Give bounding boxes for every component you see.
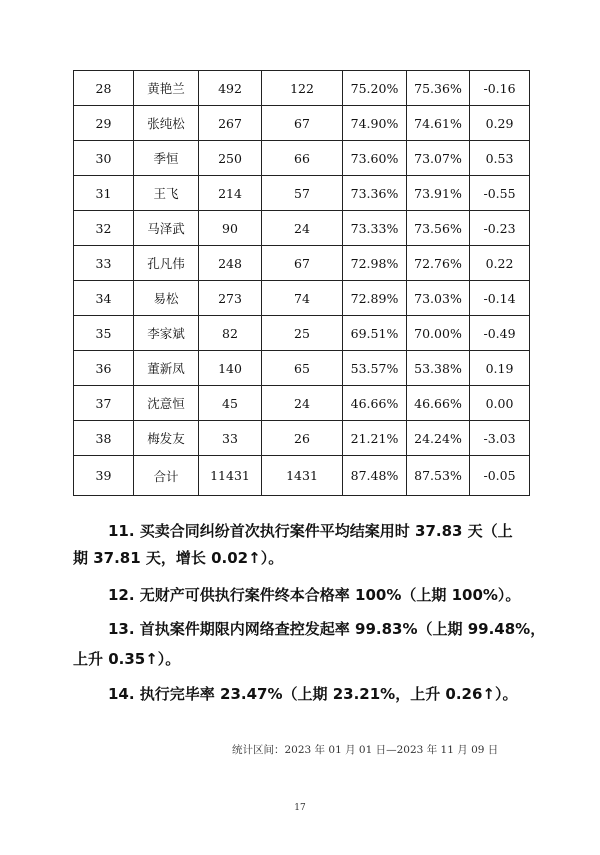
- name-cell: 沈意恒: [134, 386, 199, 421]
- table-row: [74, 456, 530, 496]
- current-rate-cell: 73.33%: [343, 211, 407, 246]
- name-cell: 张纯松: [134, 106, 199, 141]
- case-count-cell: 122: [262, 71, 343, 106]
- previous-rate-cell: 70.00%: [407, 316, 470, 351]
- rank-cell: 30: [74, 141, 134, 176]
- previous-rate-cell: 87.53%: [407, 456, 470, 496]
- previous-rate-cell: 73.07%: [407, 141, 470, 176]
- current-rate-cell: 73.36%: [343, 176, 407, 211]
- current-rate-cell: 21.21%: [343, 421, 407, 456]
- change-cell: -0.23: [470, 211, 530, 246]
- current-rate-cell: 46.66%: [343, 386, 407, 421]
- rank-cell: 31: [74, 176, 134, 211]
- change-cell: 0.53: [470, 141, 530, 176]
- previous-rate-cell: 53.38%: [407, 351, 470, 386]
- total-cases-cell: 250: [199, 141, 262, 176]
- previous-rate-cell: 75.36%: [407, 71, 470, 106]
- change-cell: 0.22: [470, 246, 530, 281]
- paragraph-line: 13. 首执案件期限内网络查控发起率 99.83%（上期 99.48%，: [108, 620, 546, 638]
- total-cases-cell: 33: [199, 421, 262, 456]
- name-cell: 孔凡伟: [134, 246, 199, 281]
- rank-cell: 34: [74, 281, 134, 316]
- current-rate-cell: 72.89%: [343, 281, 407, 316]
- table-row: [74, 386, 530, 421]
- previous-rate-cell: 73.56%: [407, 211, 470, 246]
- table-row: [74, 176, 530, 211]
- total-cases-cell: 248: [199, 246, 262, 281]
- case-count-cell: 25: [262, 316, 343, 351]
- table-row: [74, 106, 530, 141]
- case-count-cell: 24: [262, 386, 343, 421]
- previous-rate-cell: 73.91%: [407, 176, 470, 211]
- name-cell: 马泽武: [134, 211, 199, 246]
- case-count-cell: 57: [262, 176, 343, 211]
- case-count-cell: 24: [262, 211, 343, 246]
- case-count-cell: 26: [262, 421, 343, 456]
- current-rate-cell: 53.57%: [343, 351, 407, 386]
- name-cell: 王飞: [134, 176, 199, 211]
- total-cases-cell: 214: [199, 176, 262, 211]
- table-row: [74, 351, 530, 386]
- previous-rate-cell: 46.66%: [407, 386, 470, 421]
- case-count-cell: 1431: [262, 456, 343, 496]
- name-cell: 李家斌: [134, 316, 199, 351]
- table-row: [74, 316, 530, 351]
- previous-rate-cell: 73.03%: [407, 281, 470, 316]
- current-rate-cell: 74.90%: [343, 106, 407, 141]
- paragraph-line: 12. 无财产可供执行案件终本合格率 100%（上期 100%）。: [108, 586, 521, 604]
- rank-cell: 29: [74, 106, 134, 141]
- total-cases-cell: 45: [199, 386, 262, 421]
- name-cell: 季恒: [134, 141, 199, 176]
- change-cell: 0.19: [470, 351, 530, 386]
- change-cell: -0.14: [470, 281, 530, 316]
- rank-cell: 28: [74, 71, 134, 106]
- previous-rate-cell: 24.24%: [407, 421, 470, 456]
- change-cell: -3.03: [470, 421, 530, 456]
- statistics-range: 统计区间：2023 年 01 月 01 日—2023 年 11 月 09 日: [232, 744, 499, 756]
- case-count-cell: 67: [262, 246, 343, 281]
- name-cell: 梅发友: [134, 421, 199, 456]
- total-cases-cell: 267: [199, 106, 262, 141]
- table-row: [74, 211, 530, 246]
- case-count-cell: 65: [262, 351, 343, 386]
- current-rate-cell: 73.60%: [343, 141, 407, 176]
- statistics-table: [73, 70, 530, 496]
- rank-cell: 35: [74, 316, 134, 351]
- table-row: [74, 421, 530, 456]
- current-rate-cell: 69.51%: [343, 316, 407, 351]
- previous-rate-cell: 72.76%: [407, 246, 470, 281]
- table-row: [74, 281, 530, 316]
- rank-cell: 33: [74, 246, 134, 281]
- rank-cell: 36: [74, 351, 134, 386]
- table-body: [74, 71, 530, 496]
- case-count-cell: 66: [262, 141, 343, 176]
- rank-cell: 38: [74, 421, 134, 456]
- name-cell: 黄艳兰: [134, 71, 199, 106]
- change-cell: -0.16: [470, 71, 530, 106]
- total-cases-cell: 492: [199, 71, 262, 106]
- change-cell: 0.29: [470, 106, 530, 141]
- total-cases-cell: 90: [199, 211, 262, 246]
- previous-rate-cell: 74.61%: [407, 106, 470, 141]
- case-count-cell: 74: [262, 281, 343, 316]
- table-row: [74, 141, 530, 176]
- name-cell: 合计: [134, 456, 199, 496]
- change-cell: -0.55: [470, 176, 530, 211]
- paragraph-line: 14. 执行完毕率 23.47%（上期 23.21%，上升 0.26↑）。: [108, 685, 518, 703]
- paragraph-line: 上升 0.35↑）。: [73, 650, 181, 668]
- total-cases-cell: 273: [199, 281, 262, 316]
- total-cases-cell: 82: [199, 316, 262, 351]
- name-cell: 易松: [134, 281, 199, 316]
- change-cell: -0.49: [470, 316, 530, 351]
- current-rate-cell: 87.48%: [343, 456, 407, 496]
- total-cases-cell: 11431: [199, 456, 262, 496]
- name-cell: 董新凤: [134, 351, 199, 386]
- rank-cell: 39: [74, 456, 134, 496]
- change-cell: 0.00: [470, 386, 530, 421]
- rank-cell: 37: [74, 386, 134, 421]
- case-count-cell: 67: [262, 106, 343, 141]
- change-cell: -0.05: [470, 456, 530, 496]
- current-rate-cell: 72.98%: [343, 246, 407, 281]
- paragraph-line: 期 37.81 天，增长 0.02↑）。: [73, 549, 284, 567]
- rank-cell: 32: [74, 211, 134, 246]
- table-row: [74, 246, 530, 281]
- page-number: 17: [294, 803, 306, 813]
- total-cases-cell: 140: [199, 351, 262, 386]
- paragraph-line: 11. 买卖合同纠纷首次执行案件平均结案用时 37.83 天（上: [108, 522, 513, 540]
- table-row: [74, 71, 530, 106]
- current-rate-cell: 75.20%: [343, 71, 407, 106]
